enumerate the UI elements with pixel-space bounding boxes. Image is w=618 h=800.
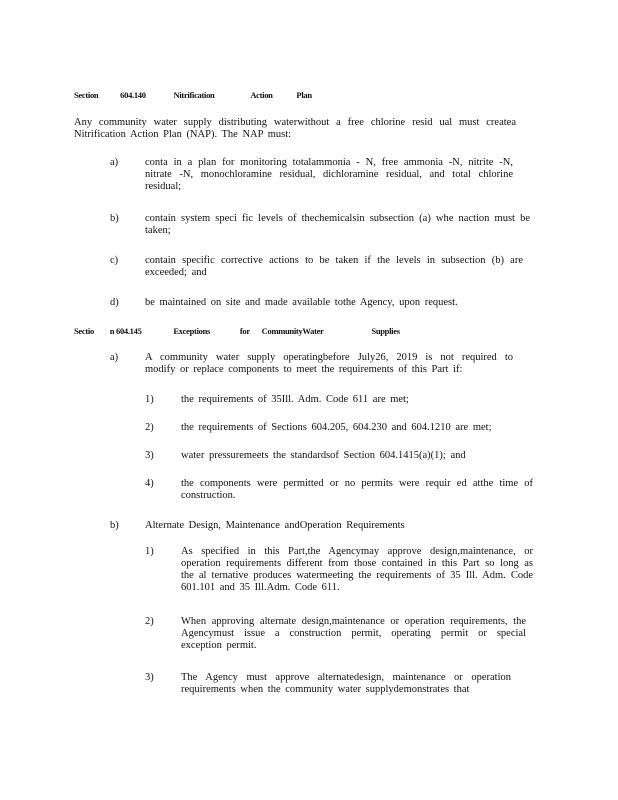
item-marker: c) [110, 255, 119, 266]
item-marker: d) [110, 297, 119, 308]
subitem-text: water pressuremeets the standardsof Section 604.1415(a)(1); and [181, 450, 466, 461]
section-title-word: Supplies [371, 326, 400, 336]
section-label: Section [74, 90, 99, 100]
subitem-text: the requirements of Sections 604.205, 604.230 and 604.1210 are met; [181, 422, 492, 433]
item-text: Alternate Design, Maintenance andOperation Requirements [145, 520, 405, 531]
subitem-marker: 3) [145, 450, 154, 461]
subitem-text: The Agency must approve alternatedesign, maintenance or operation requirements when the community water supplydemonstrates that [181, 672, 511, 695]
item-marker: b) [110, 520, 119, 531]
item-text: A community water supply operatingbefore July26, 2019 is not required to modify or replace components to meet the requirements of this Part if: [145, 352, 513, 375]
subitem-text: the requirements of 35Ill. Adm. Code 611 are met; [181, 394, 409, 405]
section-number: 604.140 [120, 90, 146, 100]
subitem-text: As specified in this Part,the Agencymay approve design,maintenance, or operation requirements different from those contained in this Part so long as the al ternative produces watermeeting the requirements of 35 Ill. Adm. Code 601.101 and 35 Ill.Adm. Code 611. [181, 546, 533, 593]
section-title-word: for [239, 326, 250, 336]
item-text: contain system speci fic levels of thechemicalsin subsection (a) whe naction must be taken; [145, 213, 530, 236]
section-title-word: Plan [296, 90, 312, 100]
section-604-145-heading [74, 326, 400, 336]
item-text: conta in a plan for monitoring totalammonia - N, free ammonia -N, nitrite -N, nitrate -N, monochloramine residual, dichloramine residual, and total chlorine residual; [145, 157, 513, 192]
section-604-140-heading [74, 90, 312, 100]
subitem-marker: 3) [145, 672, 154, 683]
item-text: be maintained on site and made available tothe Agency, upon request. [145, 297, 458, 308]
subitem-text: When approving alternate design,maintenance or operation requirements, the Agencymust issue a construction permit, operating permit or special exception permit. [181, 616, 526, 651]
item-marker: b) [110, 213, 119, 224]
section-intro-paragraph: Any community water supply distributing waterwithout a free chlorine resid ual must createa Nitrification Action Plan (NAP). The NAP must: [74, 117, 516, 140]
section-title-word: Exceptions [173, 326, 211, 336]
subitem-marker: 2) [145, 422, 154, 433]
subitem-marker: 1) [145, 546, 154, 557]
subitem-marker: 2) [145, 616, 154, 627]
section-title-word: Nitrification [173, 90, 215, 100]
subitem-marker: 1) [145, 394, 154, 405]
subitem-text: the components were permitted or no permits were requir ed atthe time of construction. [181, 478, 533, 501]
item-text: contain specific corrective actions to be taken if the levels in subsection (b) are exceeded; and [145, 255, 523, 278]
subitem-marker: 4) [145, 478, 154, 489]
section-label: Sectio [74, 326, 94, 336]
section-title-word: Action [250, 90, 273, 100]
item-marker: a) [110, 352, 119, 363]
section-number: n 604.145 [109, 326, 142, 336]
section-title-word: CommunityWater [261, 326, 324, 336]
item-marker: a) [110, 157, 119, 168]
